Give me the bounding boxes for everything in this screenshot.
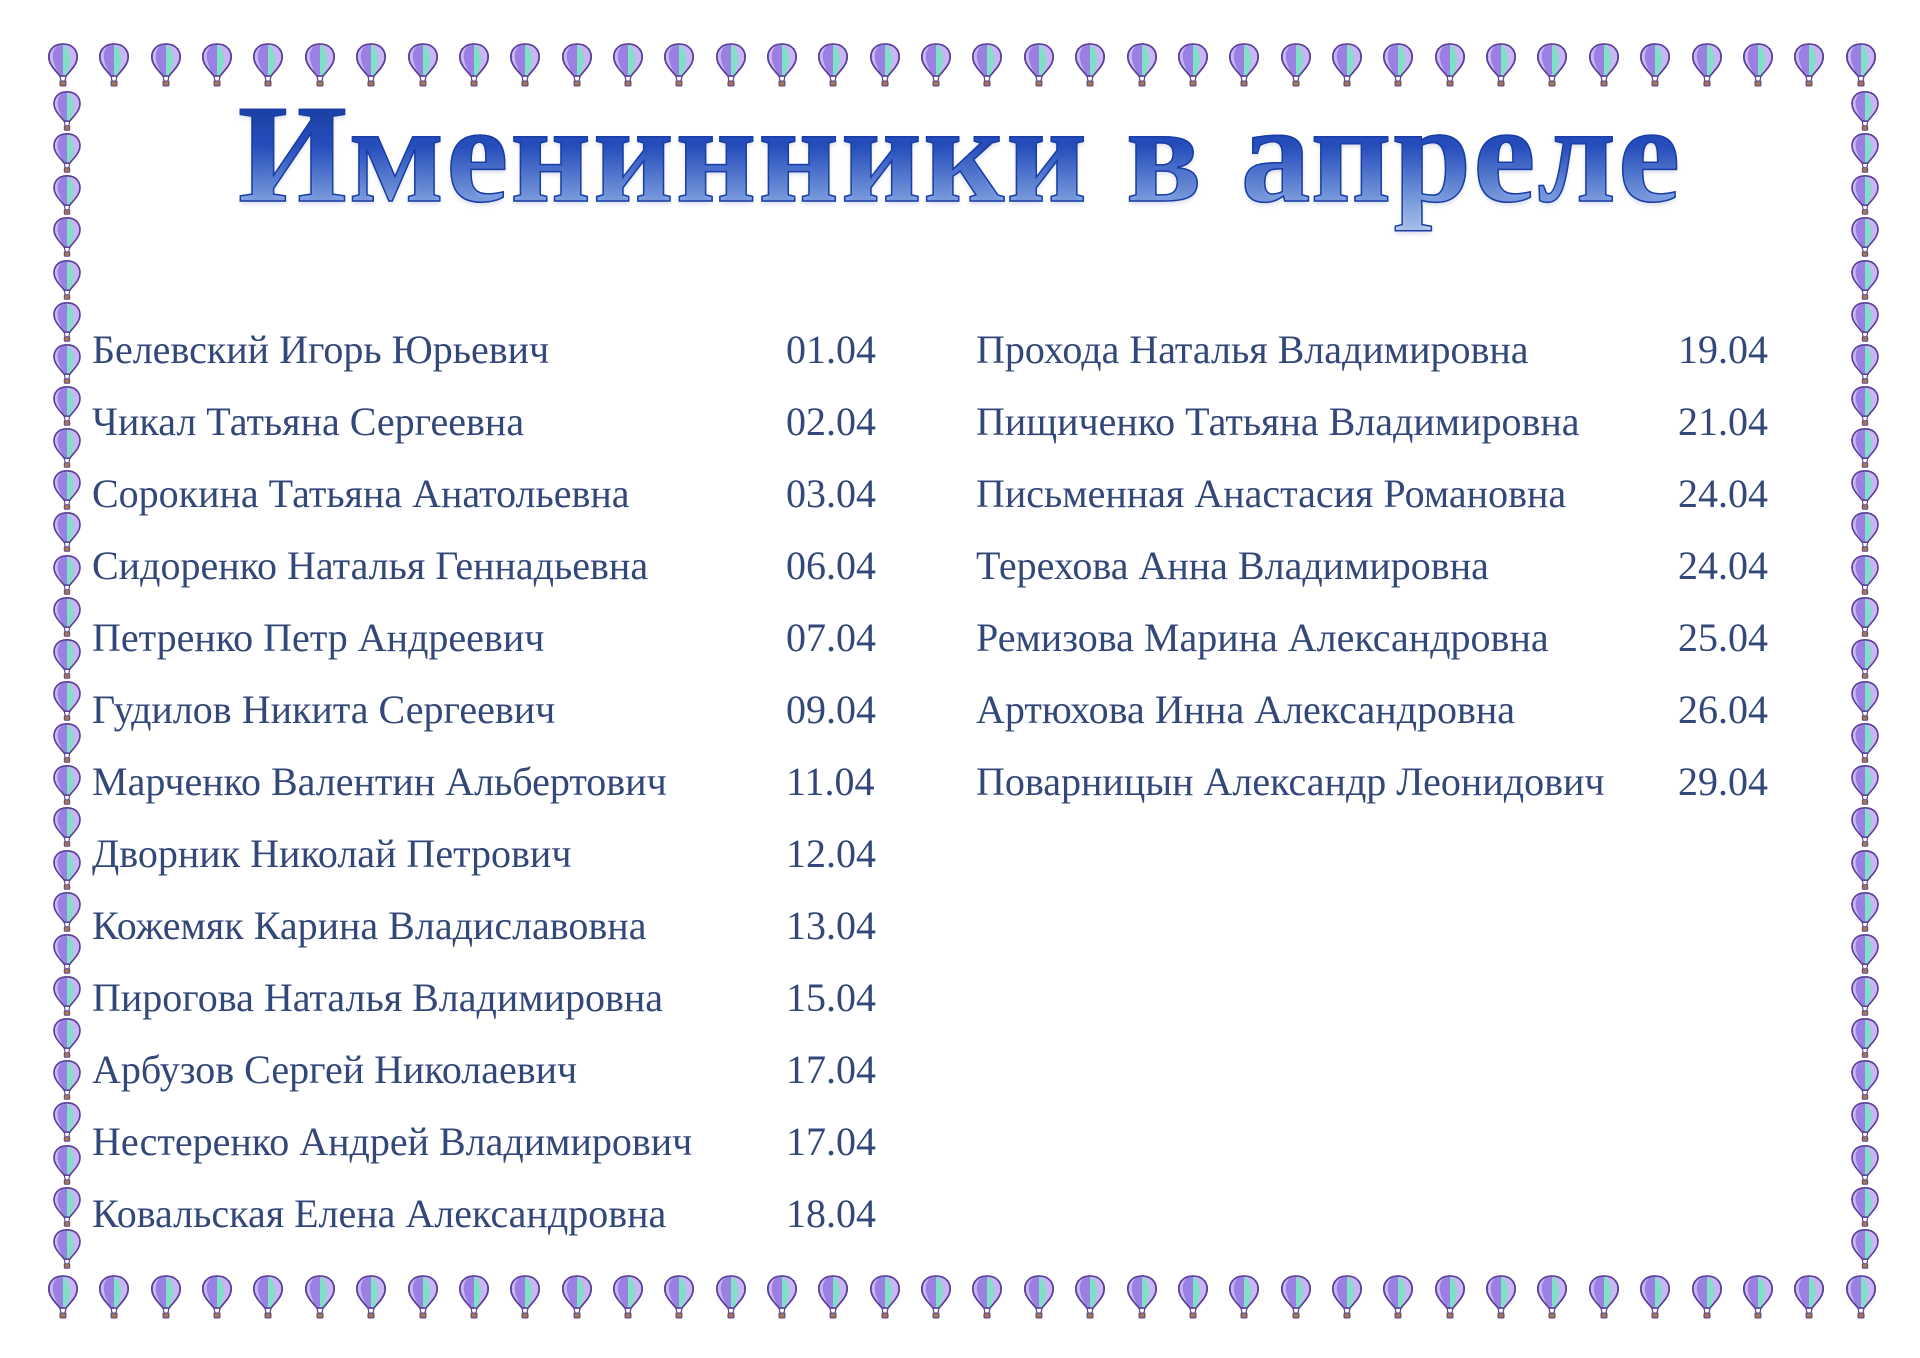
hot-air-balloon-icon [970, 1274, 1004, 1320]
hot-air-balloon-icon [1848, 764, 1882, 806]
hot-air-balloon-icon [1330, 1274, 1364, 1320]
hot-air-balloon-icon [508, 1274, 542, 1320]
birthday-date: 19.04 [1678, 327, 1768, 372]
birthday-list-right [976, 314, 1796, 818]
hot-air-balloon-icon [816, 1274, 850, 1320]
birthday-list-left [92, 314, 892, 1250]
birthday-entry [92, 386, 892, 458]
hot-air-balloon-icon [1848, 596, 1882, 638]
balloon-border-right [1842, 90, 1888, 1270]
hot-air-balloon-icon [200, 1274, 234, 1320]
person-name: Белевский Игорь Юрьевич [92, 327, 550, 372]
birthday-entry [92, 1034, 892, 1106]
hot-air-balloon-icon [1535, 1274, 1569, 1320]
hot-air-balloon-icon [50, 638, 84, 680]
hot-air-balloon-icon [457, 1274, 491, 1320]
birthday-date: 07.04 [786, 615, 876, 660]
hot-air-balloon-icon [354, 1274, 388, 1320]
person-name: Пирогова Наталья Владимировна [92, 975, 664, 1020]
hot-air-balloon-icon [1741, 1274, 1775, 1320]
birthday-entry [976, 530, 1796, 602]
hot-air-balloon-icon [1848, 891, 1882, 933]
birthday-entry [92, 818, 892, 890]
hot-air-balloon-icon [50, 975, 84, 1017]
hot-air-balloon-icon [50, 891, 84, 933]
birthday-date: 24.04 [1678, 543, 1768, 588]
hot-air-balloon-icon [1848, 259, 1882, 301]
hot-air-balloon-icon [50, 427, 84, 469]
birthday-entry [976, 314, 1796, 386]
hot-air-balloon-icon [919, 1274, 953, 1320]
birthday-entry [92, 890, 892, 962]
hot-air-balloon-icon [406, 1274, 440, 1320]
hot-air-balloon-icon [50, 849, 84, 891]
person-name: Сидоренко Наталья Геннадьевна [92, 543, 649, 588]
hot-air-balloon-icon [50, 722, 84, 764]
birthday-date: 24.04 [1678, 471, 1768, 516]
balloon-border-left [44, 90, 90, 1270]
person-name: Чикал Татьяна Сергеевна [92, 399, 525, 444]
hot-air-balloon-icon [50, 385, 84, 427]
hot-air-balloon-icon [1848, 1017, 1882, 1059]
birthday-entry [92, 1178, 892, 1250]
person-name: Письменная Анастасия Романовна [976, 471, 1567, 516]
person-name: Арбузов Сергей Николаевич [92, 1047, 578, 1092]
hot-air-balloon-icon [1848, 469, 1882, 511]
birthday-date: 26.04 [1678, 687, 1768, 732]
person-name: Ковальская Елена Александровна [92, 1191, 667, 1236]
balloon-border-bottom [46, 1272, 1878, 1322]
hot-air-balloon-icon [1848, 343, 1882, 385]
hot-air-balloon-icon [1848, 680, 1882, 722]
hot-air-balloon-icon [50, 469, 84, 511]
birthday-date: 13.04 [786, 903, 876, 948]
hot-air-balloon-icon [1848, 1228, 1882, 1270]
hot-air-balloon-icon [50, 1186, 84, 1228]
hot-air-balloon-icon [1848, 427, 1882, 469]
hot-air-balloon-icon [1792, 1274, 1826, 1320]
birthday-entry [976, 602, 1796, 674]
hot-air-balloon-icon [1227, 1274, 1261, 1320]
birthday-entry [92, 674, 892, 746]
birthday-date: 29.04 [1678, 759, 1768, 804]
person-name: Кожемяк Карина Владиславовна [92, 903, 647, 948]
birthday-date: 12.04 [786, 831, 876, 876]
hot-air-balloon-icon [1848, 554, 1882, 596]
hot-air-balloon-icon [303, 1274, 337, 1320]
birthday-entry [92, 962, 892, 1034]
person-name: Петренко Петр Андреевич [92, 615, 545, 660]
hot-air-balloon-icon [662, 1274, 696, 1320]
hot-air-balloon-icon [1022, 1274, 1056, 1320]
hot-air-balloon-icon [97, 1274, 131, 1320]
hot-air-balloon-icon [1125, 1274, 1159, 1320]
birthday-entry [92, 530, 892, 602]
hot-air-balloon-icon [611, 1274, 645, 1320]
hot-air-balloon-icon [714, 1274, 748, 1320]
hot-air-balloon-icon [1176, 1274, 1210, 1320]
person-name: Марченко Валентин Альбертович [92, 759, 667, 804]
hot-air-balloon-icon [1848, 385, 1882, 427]
birthday-date: 17.04 [786, 1119, 876, 1164]
birthday-date: 25.04 [1678, 615, 1768, 660]
page-title: Именинники в апреле [0, 70, 1920, 240]
hot-air-balloon-icon [1844, 1274, 1878, 1320]
hot-air-balloon-icon [1638, 1274, 1672, 1320]
person-name: Нестеренко Андрей Владимирович [92, 1119, 693, 1164]
hot-air-balloon-icon [1848, 511, 1882, 553]
hot-air-balloon-icon [765, 1274, 799, 1320]
hot-air-balloon-icon [1848, 806, 1882, 848]
birthday-date: 02.04 [786, 399, 876, 444]
hot-air-balloon-icon [1848, 638, 1882, 680]
birthday-date: 11.04 [786, 759, 875, 804]
hot-air-balloon-icon [50, 1228, 84, 1270]
birthday-date: 21.04 [1678, 399, 1768, 444]
birthday-date: 18.04 [786, 1191, 876, 1236]
hot-air-balloon-icon [50, 933, 84, 975]
hot-air-balloon-icon [1484, 1274, 1518, 1320]
hot-air-balloon-icon [1690, 1274, 1724, 1320]
birthday-entry [976, 674, 1796, 746]
birthday-date: 01.04 [786, 327, 876, 372]
person-name: Ремизова Марина Александровна [976, 615, 1549, 660]
birthday-entry [92, 602, 892, 674]
person-name: Прохода Наталья Владимировна [976, 327, 1529, 372]
person-name: Артюхова Инна Александровна [976, 687, 1516, 732]
hot-air-balloon-icon [1848, 1186, 1882, 1228]
birthday-date: 09.04 [786, 687, 876, 732]
hot-air-balloon-icon [50, 596, 84, 638]
hot-air-balloon-icon [149, 1274, 183, 1320]
hot-air-balloon-icon [1848, 849, 1882, 891]
birthday-entry [92, 746, 892, 818]
birthday-date: 06.04 [786, 543, 876, 588]
birthday-entry [92, 314, 892, 386]
hot-air-balloon-icon [50, 343, 84, 385]
birthday-entry [976, 386, 1796, 458]
hot-air-balloon-icon [1073, 1274, 1107, 1320]
hot-air-balloon-icon [251, 1274, 285, 1320]
birthday-entry [976, 746, 1796, 818]
person-name: Поварницын Александр Леонидович [976, 759, 1605, 804]
hot-air-balloon-icon [1381, 1274, 1415, 1320]
hot-air-balloon-icon [1587, 1274, 1621, 1320]
person-name: Дворник Николай Петрович [92, 831, 572, 876]
person-name: Сорокина Татьяна Анатольевна [92, 471, 630, 516]
birthday-entry [92, 1106, 892, 1178]
hot-air-balloon-icon [1848, 722, 1882, 764]
birthday-date: 15.04 [786, 975, 876, 1020]
hot-air-balloon-icon [1433, 1274, 1467, 1320]
hot-air-balloon-icon [1848, 1144, 1882, 1186]
hot-air-balloon-icon [1279, 1274, 1313, 1320]
person-name: Гудилов Никита Сергеевич [92, 687, 556, 732]
hot-air-balloon-icon [1848, 933, 1882, 975]
hot-air-balloon-icon [1848, 1101, 1882, 1143]
hot-air-balloon-icon [868, 1274, 902, 1320]
hot-air-balloon-icon [50, 1017, 84, 1059]
hot-air-balloon-icon [50, 1059, 84, 1101]
hot-air-balloon-icon [46, 1274, 80, 1320]
hot-air-balloon-icon [50, 680, 84, 722]
birthday-date: 17.04 [786, 1047, 876, 1092]
hot-air-balloon-icon [50, 764, 84, 806]
hot-air-balloon-icon [50, 511, 84, 553]
hot-air-balloon-icon [50, 806, 84, 848]
hot-air-balloon-icon [560, 1274, 594, 1320]
hot-air-balloon-icon [1848, 301, 1882, 343]
birthday-date: 03.04 [786, 471, 876, 516]
hot-air-balloon-icon [50, 1101, 84, 1143]
hot-air-balloon-icon [1848, 1059, 1882, 1101]
person-name: Пищиченко Татьяна Владимировна [976, 399, 1580, 444]
person-name: Терехова Анна Владимировна [976, 543, 1489, 588]
hot-air-balloon-icon [50, 1144, 84, 1186]
birthday-entry [92, 458, 892, 530]
hot-air-balloon-icon [1848, 975, 1882, 1017]
hot-air-balloon-icon [50, 554, 84, 596]
birthday-entry [976, 458, 1796, 530]
hot-air-balloon-icon [50, 301, 84, 343]
hot-air-balloon-icon [50, 259, 84, 301]
